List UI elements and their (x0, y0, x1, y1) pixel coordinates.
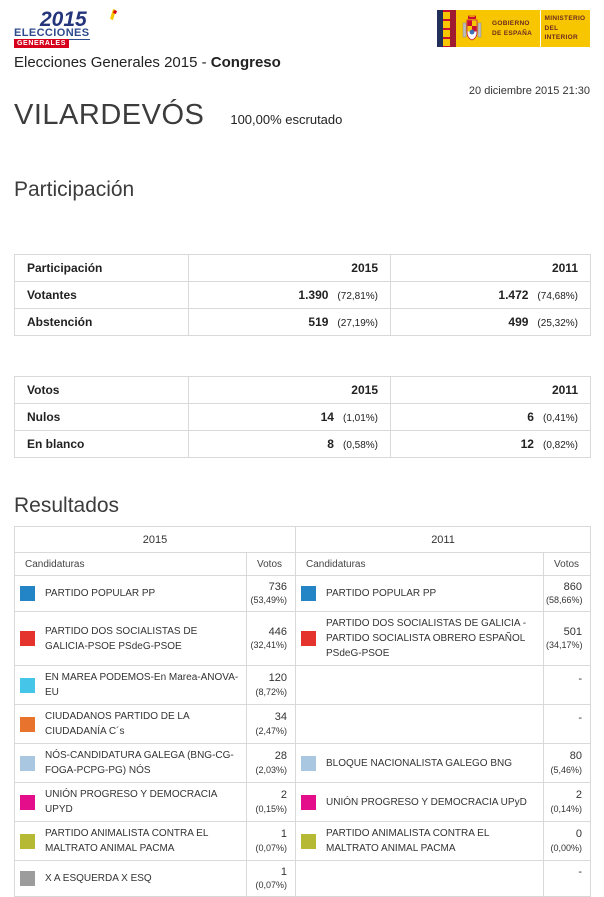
abstencion-2015-value: 519 (308, 315, 329, 329)
votos-header-2011: Votos (544, 553, 591, 576)
party-color-swatch (301, 586, 316, 601)
report-datetime: 20 diciembre 2015 21:30 (468, 85, 590, 97)
party-name: PARTIDO ANIMALISTA CONTRA EL MALTRATO ANIMAL PACMA (326, 828, 490, 854)
party-votes: 120 (268, 672, 288, 685)
votantes-2015-value: 1.390 (298, 288, 329, 302)
col-2011: 2011 (391, 377, 591, 404)
party-votes-pct: (5,46%) (550, 764, 583, 775)
votes-table (14, 376, 591, 458)
party-votes-pct: (0,14%) (550, 803, 583, 814)
table-row-votantes: Votantes 1.390 (72,81%) 1.472 (74,68%) (15, 282, 591, 309)
party-votes: - (578, 711, 583, 724)
result-row (15, 666, 591, 705)
table-header-row (15, 377, 591, 404)
header-bar (0, 0, 604, 48)
party-votes: 28 (274, 750, 288, 763)
result-row (15, 783, 591, 822)
participation-table-title: Participación (15, 255, 189, 282)
party-votes: 736 (268, 580, 288, 593)
candidaturas-header-2015: Candidaturas (15, 553, 247, 576)
party-votes: 1 (280, 865, 288, 878)
results-subheader-row (15, 553, 591, 576)
scrutiny-percentage: 100,00% escrutado (230, 112, 343, 127)
gobierno-de-espana-label: GOBIERNO DE ESPAÑA (488, 10, 541, 47)
logo-generales: GENERALES (14, 39, 69, 48)
party-name: PARTIDO POPULAR PP (326, 588, 437, 599)
party-name: BLOQUE NACIONALISTA GALEGO BNG (326, 757, 512, 769)
party-color-swatch (301, 631, 316, 646)
municipality-header (0, 99, 604, 132)
party-color-swatch (20, 586, 35, 601)
party-name: UNIÓN PROGRESO Y DEMOCRACIA UPYD (45, 789, 217, 815)
party-votes-pct: (2,47%) (255, 725, 288, 736)
party-votes-pct (546, 881, 582, 892)
party-votes-pct: (32,41%) (250, 640, 288, 651)
page-title (0, 48, 604, 71)
party-votes-pct: (0,00%) (550, 842, 583, 853)
abstencion-2011-value: 499 (508, 315, 529, 329)
nulos-2011-pct: (0,41%) (542, 413, 578, 424)
title-congreso: Congreso (210, 54, 281, 71)
result-row (15, 822, 591, 861)
party-color-swatch (20, 631, 35, 646)
party-votes: 34 (274, 711, 288, 724)
col-2015: 2015 (189, 377, 391, 404)
party-votes: 1 (280, 828, 288, 841)
nulos-2011-value: 6 (527, 410, 534, 424)
spain-coat-of-arms-icon (456, 10, 488, 47)
table-row-nulos: Nulos 14 (1,01%) 6 (0,41%) (15, 404, 591, 431)
result-row (15, 576, 591, 612)
candidaturas-header-2011: Candidaturas (296, 553, 544, 576)
enblanco-2011-pct: (0,82%) (542, 440, 578, 451)
party-votes-pct: (0,07%) (255, 880, 288, 891)
party-name: PARTIDO ANIMALISTA CONTRA EL MALTRATO ANIMAL PACMA (45, 828, 209, 854)
results-col-2015: 2015 (15, 527, 296, 553)
party-votes: 2 (575, 789, 583, 802)
participation-heading: Participación (14, 178, 135, 201)
col-2011: 2011 (391, 255, 591, 282)
party-votes: 501 (563, 625, 583, 638)
party-color-swatch (20, 871, 35, 886)
party-votes-pct: (8,72%) (255, 686, 288, 697)
spain-flag-strip-icon (437, 10, 456, 47)
party-color-swatch (20, 678, 35, 693)
table-row-abstencion: Abstención 519 (27,19%) 499 (25,32%) (15, 309, 591, 336)
party-votes-pct (546, 726, 582, 737)
party-color-swatch (301, 834, 316, 849)
party-color-swatch (20, 756, 35, 771)
nulos-2015-pct: (1,01%) (342, 413, 378, 424)
logo-elecciones: ELECCIONES (14, 27, 90, 39)
party-votes: - (578, 866, 583, 879)
enblanco-2011-value: 12 (520, 437, 534, 451)
party-votes-pct: (0,07%) (255, 842, 288, 853)
result-row (15, 705, 591, 744)
party-name: PARTIDO POPULAR PP (45, 588, 156, 599)
party-name: X A ESQUERDA X ESQ (45, 873, 152, 884)
abstencion-2011-pct: (25,32%) (537, 318, 578, 329)
party-name: CIUDADANOS PARTIDO DE LA CIUDADANÍA C´s (45, 711, 190, 737)
participation-table (14, 254, 591, 336)
party-votes-pct: (58,66%) (546, 595, 583, 606)
table-header-row (15, 255, 591, 282)
table-row-enblanco: En blanco 8 (0,58%) 12 (0,82%) (15, 431, 591, 458)
party-name: PARTIDO DOS SOCIALISTAS DE GALICIA-PSOE PSdeG-PSOE (45, 625, 198, 652)
party-votes: 2 (280, 789, 288, 802)
party-votes-pct (546, 687, 582, 698)
col-2015: 2015 (189, 255, 391, 282)
results-year-header-row (15, 527, 591, 553)
party-votes: 0 (575, 828, 583, 841)
party-votes: 860 (563, 580, 583, 593)
abstencion-2015-pct: (27,19%) (337, 318, 378, 329)
votes-table-title: Votos (15, 377, 189, 404)
votantes-2015-pct: (72,81%) (337, 291, 378, 302)
party-color-swatch (301, 756, 316, 771)
party-name: UNIÓN PROGRESO Y DEMOCRACIA UPyD (326, 796, 527, 808)
result-row (15, 612, 591, 666)
result-row (15, 861, 591, 897)
party-name: EN MAREA PODEMOS-En Marea-ANOVA-EU (45, 672, 239, 698)
party-votes: - (578, 672, 583, 685)
results-table (14, 526, 591, 897)
results-heading: Resultados (14, 494, 120, 517)
logo-year: 2015 (40, 8, 87, 31)
enblanco-2015-value: 8 (327, 437, 334, 451)
party-color-swatch (20, 834, 35, 849)
party-name: PARTIDO DOS SOCIALISTAS DE GALICIA - PARTIDO SOCIALISTA OBRERO ESPAÑOL PSdeG-PSOE (326, 618, 527, 659)
results-col-2011: 2011 (296, 527, 591, 553)
party-votes: 446 (268, 625, 288, 638)
party-votes-pct: (53,49%) (250, 595, 288, 606)
votantes-2011-pct: (74,68%) (537, 291, 578, 302)
result-row (15, 744, 591, 783)
party-name: NÓS-CANDIDATURA GALEGA (BNG-CG-FOGA-PCPG-PG) NÓS (45, 750, 234, 776)
gobierno-ministerio-logo (437, 10, 590, 47)
ministerio-del-interior-label: MINISTERIO DEL INTERIOR (544, 14, 586, 42)
elections-2015-logo (14, 10, 154, 48)
pencil-icon (106, 8, 118, 26)
municipality-name: VILARDEVÓS (14, 99, 205, 131)
party-votes-pct: (34,17%) (546, 640, 583, 651)
party-color-swatch (20, 717, 35, 732)
party-votes-pct: (2,03%) (255, 764, 288, 775)
party-votes-pct: (0,15%) (255, 803, 288, 814)
party-color-swatch (20, 795, 35, 810)
enblanco-2015-pct: (0,58%) (342, 440, 378, 451)
party-color-swatch (301, 795, 316, 810)
votos-header-2015: Votos (247, 553, 296, 576)
votantes-2011-value: 1.472 (498, 288, 529, 302)
title-prefix: Elecciones Generales 2015 - (14, 54, 211, 71)
party-votes: 80 (569, 750, 583, 763)
nulos-2015-value: 14 (320, 410, 334, 424)
